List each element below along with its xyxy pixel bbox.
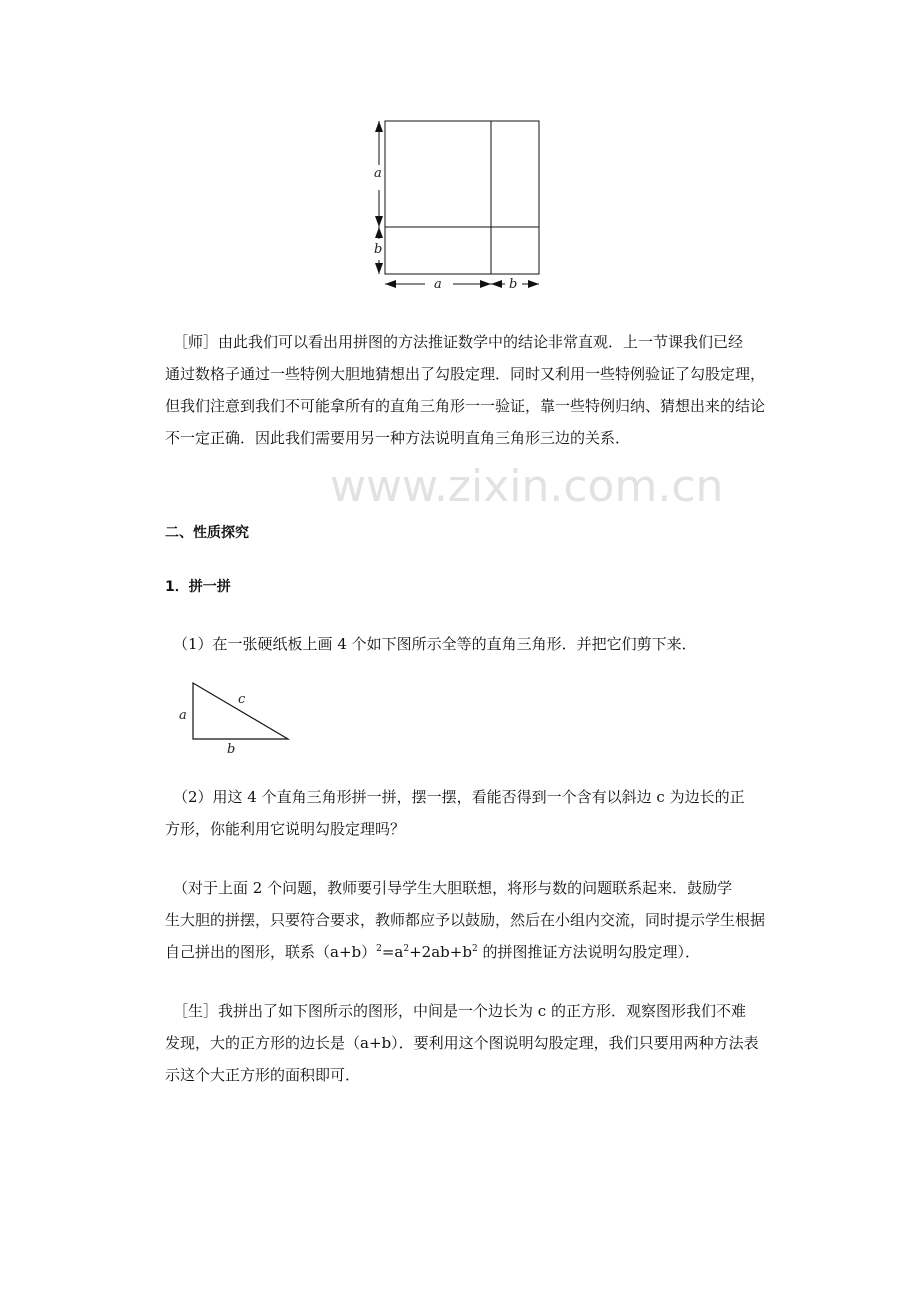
exponent: 2 [403,944,410,954]
arrowheads [375,121,539,288]
watermark: www.zixin.com.cn [330,461,724,512]
paragraph-line: ［生］我拼出了如下图所示的图形，中间是一个边长为 c 的正方形．观察图形我们不难 [173,1002,746,1020]
paragraph-line: 不一定正确．因此我们需要用另一种方法说明直角三角形三边的关系． [165,429,631,447]
formula-part: =a [381,943,404,961]
paragraph-line: 但我们注意到我们不可能拿所有的直角三角形一一验证，靠一些特例归纳、猜想出来的结论 [165,397,766,415]
note-line: （对于上面 2 个问题，教师要引导学生大胆联想，将形与数的问题联系起来．鼓励学 [173,879,733,897]
step-1-text: （1）在一张硬纸板上画 4 个如下图所示全等的直角三角形．并把它们剪下来． [173,635,697,653]
step-2-line: 方形，你能利用它说明勾股定理吗？ [165,820,406,838]
label-c: c [238,692,246,707]
label-a-horizontal: a [434,277,442,292]
outer-square [385,121,539,274]
paragraph-line: 示这个大正方形的面积即可． [165,1066,361,1084]
step-2-line: （2）用这 4 个直角三角形拼一拼，摆一摆，看能否得到一个含有以斜边 c 为边长的正 [173,788,745,806]
formula-part: +2ab+b [409,943,472,961]
subsection-heading: 1．拼一拼 [165,579,231,595]
right-triangle-diagram [170,675,300,760]
paragraph-line: ［师］由此我们可以看出用拼图的方法推证数学中的结论非常直观．上一节课我们已经 [173,333,744,351]
note-line: 生大胆的拼摆，只要符合要求，教师都应予以鼓励，然后在小组内交流，同时提示学生根据 [165,911,766,929]
label-b-horizontal: b [509,277,518,292]
exponent: 2 [471,944,478,954]
label-b-vertical: b [374,242,383,257]
paragraph-line: 通过数格子通过一些特例大胆地猜想出了勾股定理．同时又利用一些特例验证了勾股定理， [165,365,766,383]
note-text: 自己拼出的图形，联系（a+b） [165,943,377,961]
paragraph-line: 发现，大的正方形的边长是（a+b）．要利用这个图说明勾股定理，我们只要用两种方法表 [165,1034,759,1052]
note-text: 的拼图推证方法说明勾股定理）． [477,943,700,961]
exponent: 2 [376,944,382,954]
section-heading: 二、性质探究 [165,525,249,541]
square-diagram [360,110,560,300]
label-a-vertical: a [374,166,382,181]
note-line-formula [165,943,700,961]
label-b: b [227,742,236,757]
label-a: a [179,708,187,723]
